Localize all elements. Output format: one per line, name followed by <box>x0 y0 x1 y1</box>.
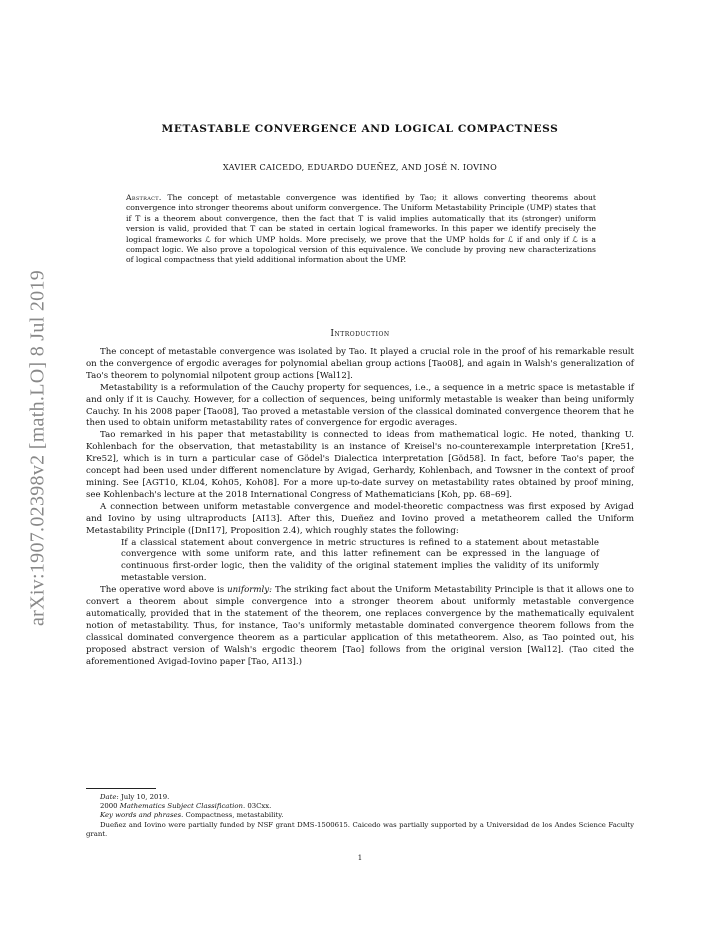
abstract-label: Abstract. <box>126 193 162 202</box>
abstract <box>126 193 596 266</box>
paragraph-4: A connection between uniform metastable convergence and model-theoretic compactness was first exposed by Avigad and Iovino by using ultraproducts [AI13]. After this, Dueñez and Iovino proved a metatheorem called the Uniform Metastability Principle ([DnI17], Proposition 2.4), which roughly states the following: <box>86 501 634 536</box>
msc-value: 03Cxx. <box>245 802 272 811</box>
arxiv-identifier: arXiv:1907.02398v2 [math.LO] 8 Jul 2019 <box>26 269 49 627</box>
paragraph-3: Tao remarked in his paper that metastability is connected to ideas from mathematical logic. He noted, thanking U. Kohlenbach for the observation, that metastability is an instance of Kreisel's no-counterexample interpretation [Kre51, Kre52], which is in turn a particular case of Gödel's Dialectica interpretation [Göd58]. In fact, before Tao's paper, the concept had been used under different nomenclature by Avigad, Gerhardy, Kohlenbach, and Towsner in the context of proof mining. See [AGT10, KL04, Koh05, Koh08]. For a more up-to-date survey on metastability rates obtained by proof mining, see Kohlenbach's lecture at the 2018 International Congress of Mathematicians [Koh, pp. 68–69]. <box>86 430 634 500</box>
introduction-body <box>86 347 634 668</box>
paper-title: METASTABLE CONVERGENCE AND LOGICAL COMPACTNESS <box>161 123 559 135</box>
keywords-value: Compactness, metastability. <box>183 811 284 820</box>
abstract-text: The concept of metastable convergence was identified by Tao; it allows converting theorems about convergence into stronger theorems about uniform convergence. The Uniform Metastability Principle (UMP) states that if T is a theorem about convergence, then the fact that T is valid implies automatically that its (stronger) uniform version is valid, provided that T can be stated in certain logical frameworks. In this paper we identify precisely the logical frameworks ℒ for which UMP holds. More precisely, we prove that the UMP holds for ℒ if and only if ℒ is a compact logic. We also prove a topological version of this equivalence. We conclude by proving new characterizations of logical compactness that yield additional information about the UMP. <box>126 193 596 265</box>
footnote-rule <box>86 788 156 789</box>
paragraph-5-emphasis: uniformly: <box>227 585 273 596</box>
quoted-principle: If a classical statement about convergence in metric structures is refined to a statement about metastable convergence with some uniform rate, and this latter refinement can be expressed in the language of continuous first-order logic, then the validity of the original statement implies the validity of its uniformly metastable version. <box>121 537 599 584</box>
section-heading-introduction: Introduction <box>330 328 390 339</box>
date-value: : July 10, 2019. <box>116 793 170 801</box>
paragraph-1: The concept of metastable convergence was isolated by Tao. It played a crucial role in the proof of his remarkable result on the convergence of ergodic averages for polynomial abelian group actions [Tao08], and again in Walsh's generalization of Tao's theorem to polynomial nilpotent group actions [Wal12]. <box>86 347 634 381</box>
paragraph-5 <box>86 585 634 668</box>
paragraph-5-start: The operative word above is <box>100 585 228 596</box>
keywords-label: Key words and phrases. <box>100 811 184 820</box>
msc-year: 2000 <box>100 802 120 811</box>
footnote-date <box>86 793 634 802</box>
paragraph-5-end: The striking fact about the Uniform Metastability Principle is that it allows one to convert a theorem about simple convergence into a stronger theorem about uniformly metastable convergence automatically, provided that in the statement of the theorem, one replaces convergence by the mathematically equivalent notion of metastability. Thus, for instance, Tao's uniformly metastable dominated convergence theorem follows from the classical dominated convergence theorem as a particular application of this metatheorem. Also, as Tao pointed out, his proposed abstract version of Walsh's ergodic theorem [Tao] follows from the original version [Wal12]. (Tao cited the aforementioned Avigad-Iovino paper [Tao, AI13].) <box>86 585 634 667</box>
date-label: Date <box>100 793 117 801</box>
paragraph-2: Metastability is a reformulation of the Cauchy property for sequences, i.e., a sequence in a metric space is metastable if and only if it is Cauchy. However, for a collection of sequences, being uniformly metastable is weaker than being uniformly Cauchy. In his 2008 paper [Tao08], Tao proved a metastable version of the classical dominated convergence theorem that he then used to obtain uniform metastability rates of convergence for ergodic averages. <box>86 382 634 429</box>
footnotes <box>86 793 634 839</box>
msc-label: Mathematics Subject Classification. <box>119 802 246 811</box>
footnote-keywords <box>86 811 634 820</box>
paper-authors: XAVIER CAICEDO, EDUARDO DUEÑEZ, AND JOSÉ N. IOVINO <box>222 162 498 172</box>
page-number: 1 <box>357 854 363 862</box>
footnote-msc <box>86 802 634 811</box>
footnote-funding: Dueñez and Iovino were partially funded by NSF grant DMS-1500615. Caicedo was partially supported by a Universidad de los Andes Science Faculty grant. <box>86 820 634 838</box>
